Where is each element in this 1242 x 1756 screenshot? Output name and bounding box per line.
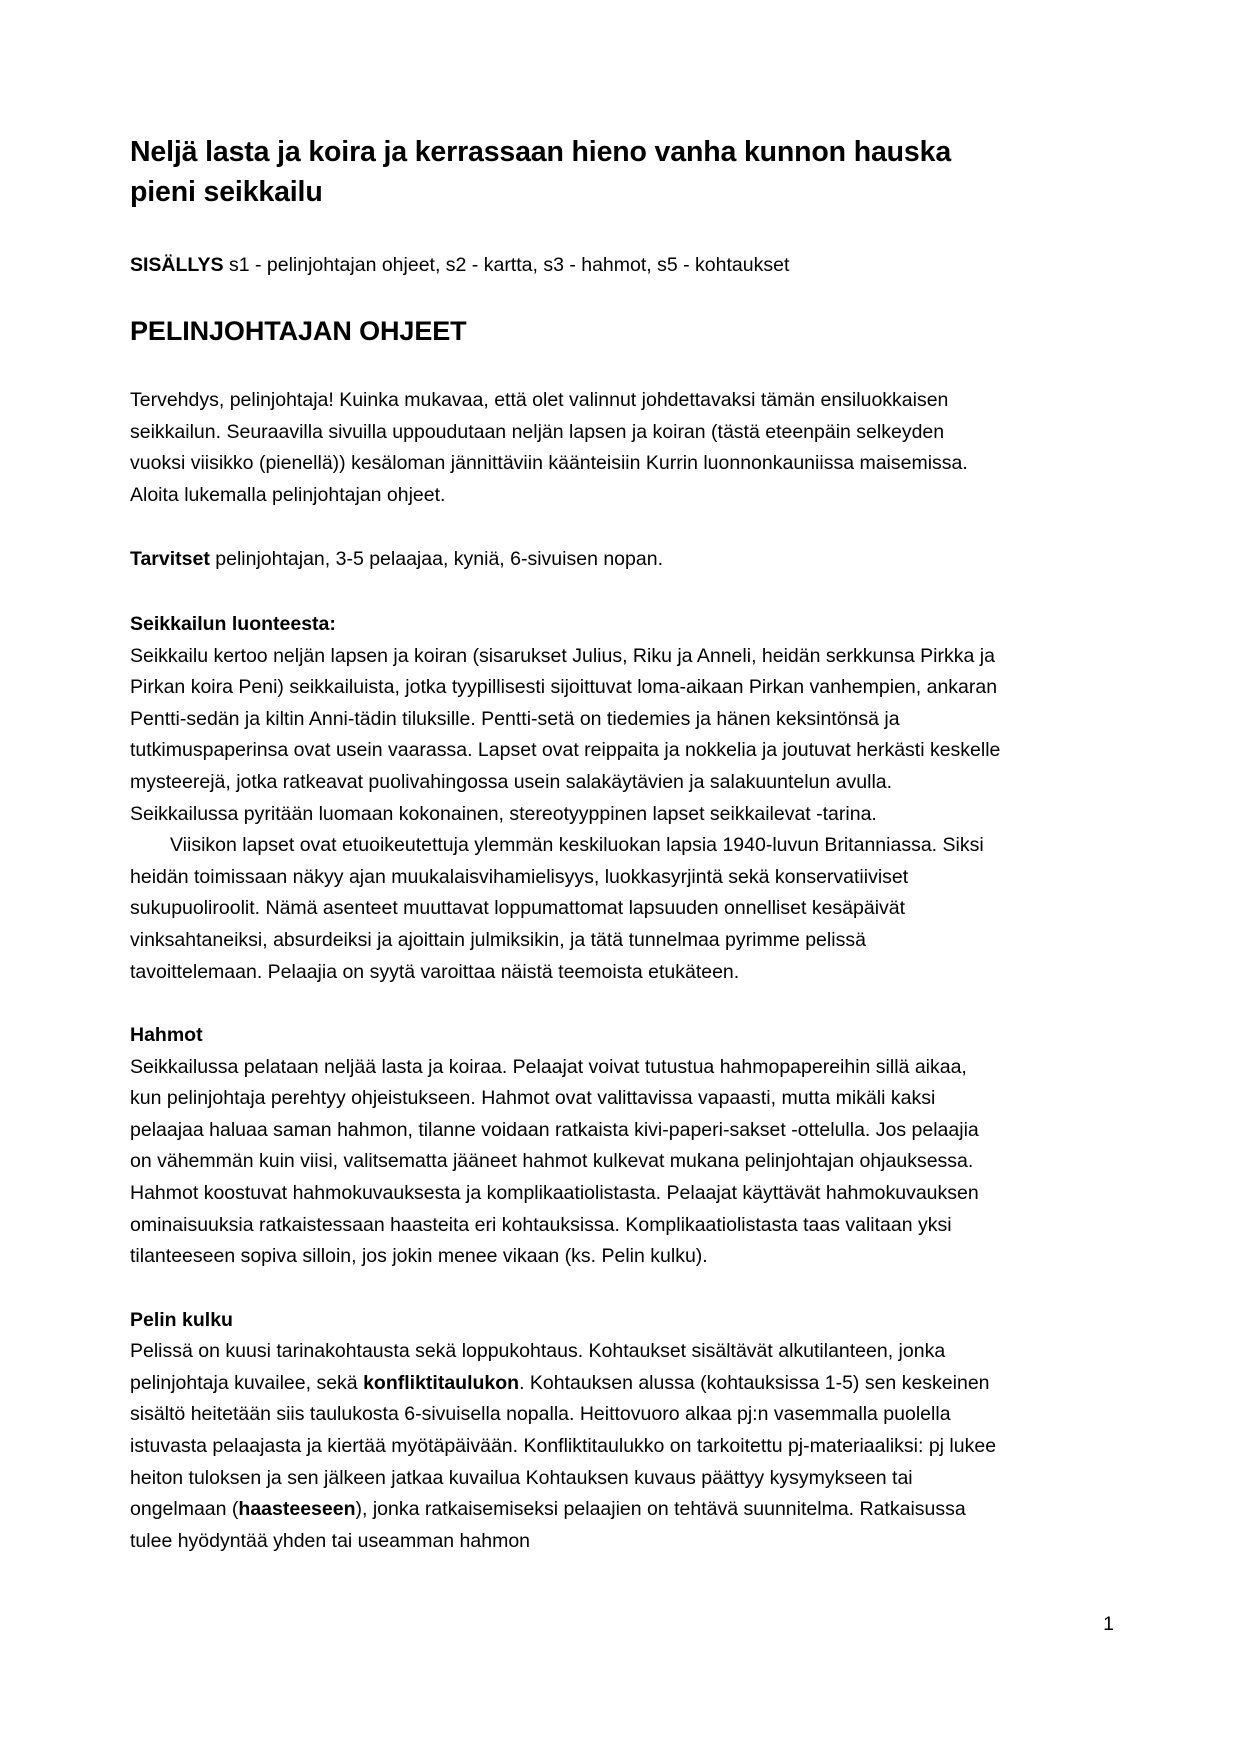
toc-label: SISÄLLYS <box>130 253 224 276</box>
paragraph-seikkailun-luonteesta-1: Seikkailu kertoo neljän lapsen ja koiran (sisarukset Julius, Riku ja Anneli, heidän serkkunsa Pirkka ja Pirkan koira Peni) seikkailuista, jotka tyypillisesti sijoittuvat loma-aikaan Pirkan vanhempien, ankaran Pentti-sedän ja kiltin Anni-tädin tiluksille. Pentti-setä on tiedemies ja hänen keksintönsä ja tutkimuspaperinsa ovat usein vaarassa. Lapset ovat reippaita ja nokkelia ja joutuvat herkästi keskelle mysteerejä, jotka ratkeavat puolivahingossa usein salakäytävien ja salakuuntelun avulla. Seikkailussa pyritään luomaan kokonainen, stereotyyppinen lapset seikkailevat -tarina. <box>130 644 1001 825</box>
paragraph-tarvitset <box>130 544 1002 576</box>
paragraph-intro: Tervehdys, pelinjohtaja! Kuinka mukavaa, että olet valinnut johdettavaksi tämän ensiluokkaisen seikkailun. Seuraavilla sivuilla uppoudutaan neljän lapsen ja koiran (tästä eteenpäin selkeyden vuoksi viisikko (pienellä)) kesäloman jännittäviin käänteisiin Kurrin luonnonkauniissa maisemissa. Aloita lukemalla pelinjohtajan ohjeet. <box>130 389 968 507</box>
subsection-heading-hahmot: Hahmot <box>130 1024 203 1047</box>
paragraph-hahmot: Seikkailussa pelataan neljää lasta ja koiraa. Pelaajat voivat tutustua hahmopapereihin sillä aikaa, kun pelinjohtaja perehtyy ohjeistukseen. Hahmot ovat valittavissa vapaasti, mutta mikäli kaksi pelaajaa haluaa saman hahmon, tilanne voidaan ratkaista kivi-paperi-sakset -ottelulla. Jos pelaajia on vähemmän kuin viisi, valitsematta jääneet hahmot kulkevat mukana pelinjohtajan ohjauksessa. Hahmot koostuvat hahmokuvauksesta ja komplikaatiolistasta. Pelaajat käyttävät hahmokuvauksen ominaisuuksia ratkaistessaan haasteita eri kohtauksissa. Komplikaatiolistasta taas valitaan yksi tilanteeseen sopiva silloin, jos jokin menee vikaan (ks. Pelin kulku). <box>130 1055 979 1268</box>
tarvitset-text: pelinjohtajan, 3-5 pelaajaa, kyniä, 6-sivuisen nopan. <box>209 547 663 570</box>
paragraph-pelin-kulku <box>130 1336 1002 1557</box>
section-heading-pelinjohtajan-ohjeet: PELINJOHTAJAN OHJEET <box>130 316 467 347</box>
table-of-contents <box>130 251 1002 280</box>
emphasised-term: haasteeseen <box>238 1498 356 1521</box>
text-run: . Kohtauksen alussa (kohtauksissa 1-5) sen keskeinen sisältö heitetään siis taulukosta 6-sivuisella nopalla. Heittovuoro alkaa pj:n vasemmalla puolella istuvasta pelaajasta ja kiertää myötäpäivään. Konfliktitaulukko on tarkoitettu pj-materiaaliksi: pj lukee heiton tuloksen ja sen jälkeen jatkaa kuvailua Kohtauksen kuvaus päättyy kysymykseen tai ongelmaan ( <box>130 1371 997 1521</box>
emphasised-term: konfliktitaulukon <box>363 1371 520 1394</box>
text-run: ), jonka ratkaisemiseksi pelaajien on tehtävä suunnitelma. Ratkaisussa tulee hyödyntää yhden tai useamman hahmon <box>130 1498 966 1552</box>
page-title: Neljä lasta ja koira ja kerrassaan hieno vanha kunnon hauska pieni seikkailu <box>130 136 952 209</box>
text-run: Pelissä on kuusi tarinakohtausta sekä loppukohtaus. Kohtaukset sisältävät alkutilanteen, jonka pelinjohtaja kuvailee, sekä <box>130 1340 946 1394</box>
tarvitset-label: Tarvitset <box>130 547 210 570</box>
toc-entries: s1 - pelinjohtajan ohjeet, s2 - kartta, s3 - hahmot, s5 - kohtaukset <box>223 253 790 276</box>
page-content <box>130 132 1002 1557</box>
subsection-heading-seikkailun-luonteesta: Seikkailun luonteesta: <box>130 613 336 636</box>
subsection-heading-pelin-kulku: Pelin kulku <box>130 1308 233 1331</box>
paragraph-seikkailun-luonteesta-2: Viisikon lapset ovat etuoikeutettuja ylemmän keskiluokan lapsia 1940-luvun Britanniassa. Siksi heidän toimissaan näkyy ajan muukalaisvihamielisyys, luokkasyrjintä sekä konservatiiviset sukupuoliroolit. Nämä asenteet muuttavat loppumattomat lapsuuden onnelliset kesäpäivät vinksahtaneiksi, absurdeiksi ja ajoittain julmiksikin, ja tätä tunnelmaa pyrimme pelissä tavoittelemaan. Pelaajia on syytä varoittaa näistä teemoista etukäteen. <box>130 834 984 983</box>
page-number: 1 <box>1103 1612 1114 1635</box>
